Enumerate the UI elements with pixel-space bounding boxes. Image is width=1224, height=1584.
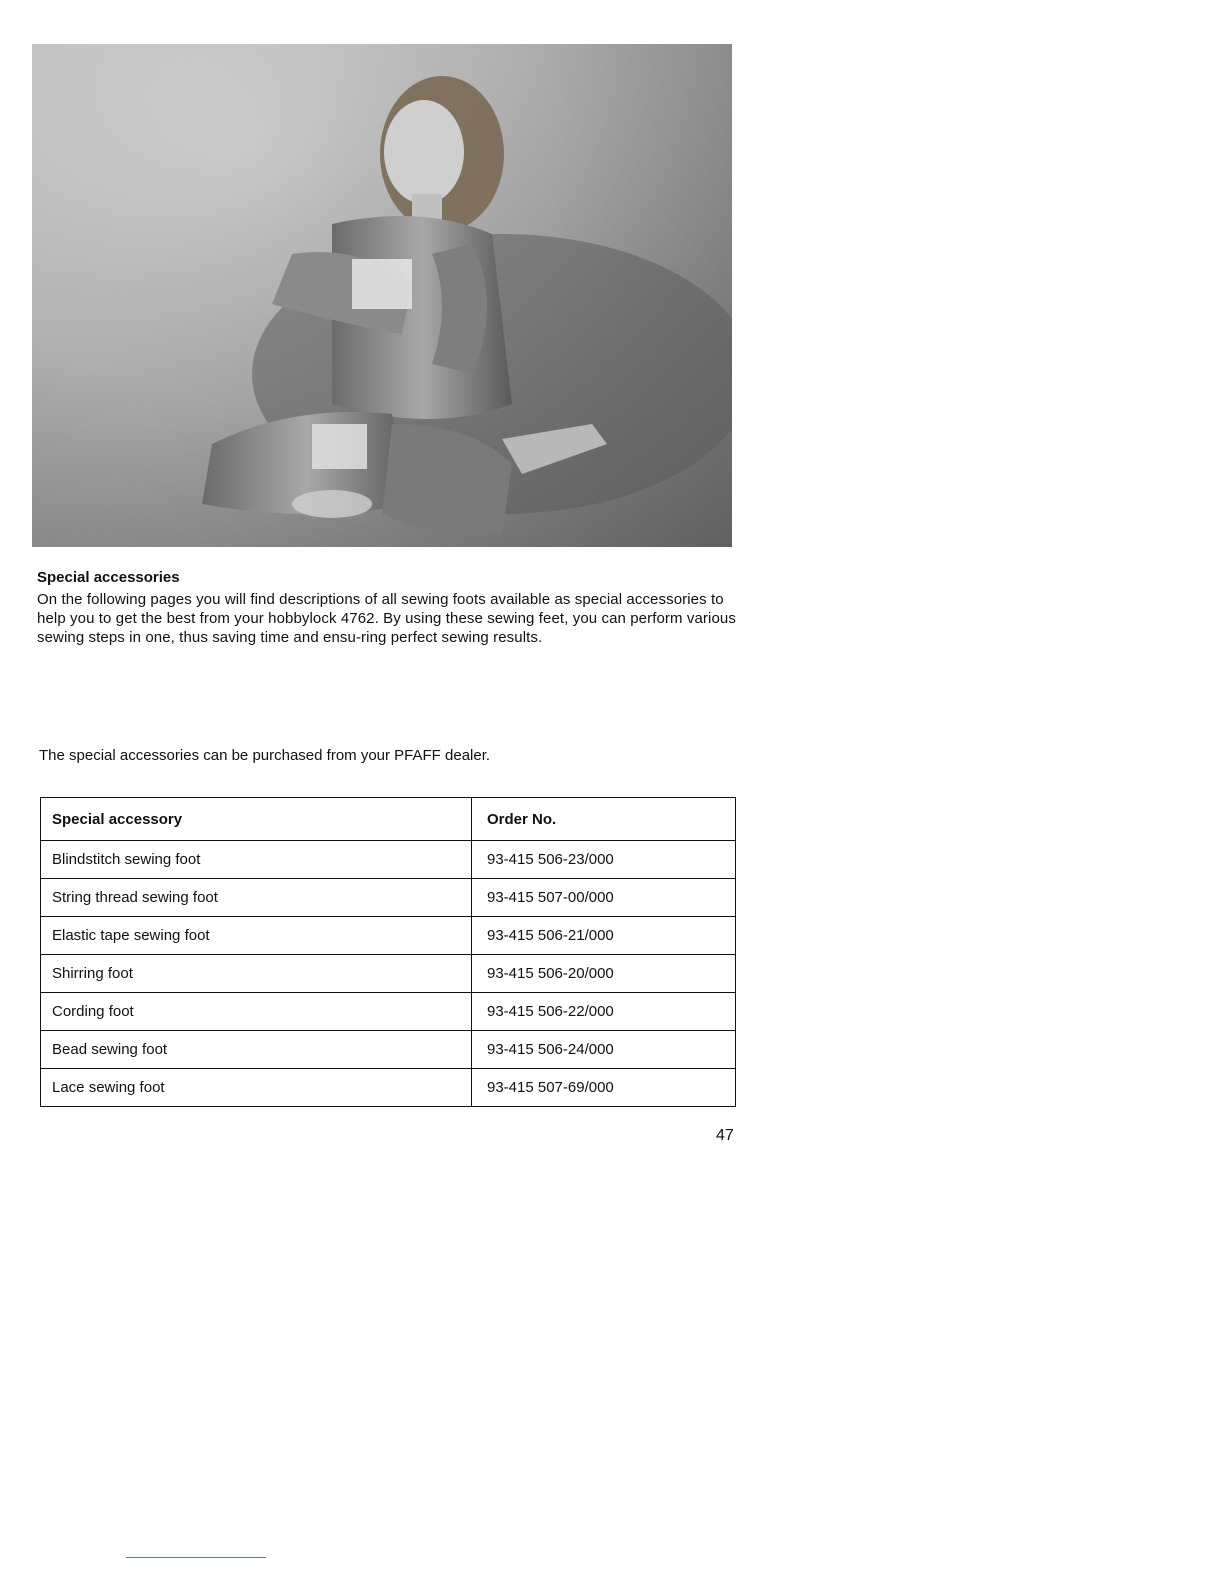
table-row — [41, 1069, 736, 1107]
order-number: 93-415 506-22/000 — [472, 993, 736, 1031]
section-title: Special accessories — [37, 569, 180, 586]
table-row — [41, 917, 736, 955]
fashion-photo — [32, 44, 732, 547]
accessory-name: String thread sewing foot — [41, 879, 472, 917]
accessory-name: Elastic tape sewing foot — [41, 917, 472, 955]
fashion-photo-icon — [32, 44, 732, 547]
order-number: 93-415 506-23/000 — [472, 841, 736, 879]
accessories-table — [40, 797, 736, 1107]
page-number: 47 — [716, 1127, 734, 1144]
accessory-name: Cording foot — [41, 993, 472, 1031]
order-number: 93-415 507-69/000 — [472, 1069, 736, 1107]
order-number: 93-415 506-20/000 — [472, 955, 736, 993]
order-number: 93-415 506-24/000 — [472, 1031, 736, 1069]
order-number: 93-415 507-00/000 — [472, 879, 736, 917]
table-row — [41, 993, 736, 1031]
dealer-note: The special accessories can be purchased from your PFAFF dealer. — [39, 747, 491, 764]
footer-rule — [126, 1557, 266, 1558]
table-row — [41, 841, 736, 879]
header-order-no: Order No. — [472, 798, 736, 841]
header-accessory: Special accessory — [41, 798, 472, 841]
table-header-row — [41, 798, 736, 841]
accessory-name: Lace sewing foot — [41, 1069, 472, 1107]
table-row — [41, 955, 736, 993]
table-row — [41, 879, 736, 917]
accessory-name: Bead sewing foot — [41, 1031, 472, 1069]
table-row — [41, 1031, 736, 1069]
intro-paragraph: On the following pages you will find descriptions of all sewing foots available as special accessories to help you to get the best from your hobbylock 4762. By using these sewing feet, you can perform various sewing steps in one, thus saving time and ensu-ring perfect sewing results. — [37, 591, 736, 646]
accessory-name: Blindstitch sewing foot — [41, 841, 472, 879]
order-number: 93-415 506-21/000 — [472, 917, 736, 955]
accessory-name: Shirring foot — [41, 955, 472, 993]
